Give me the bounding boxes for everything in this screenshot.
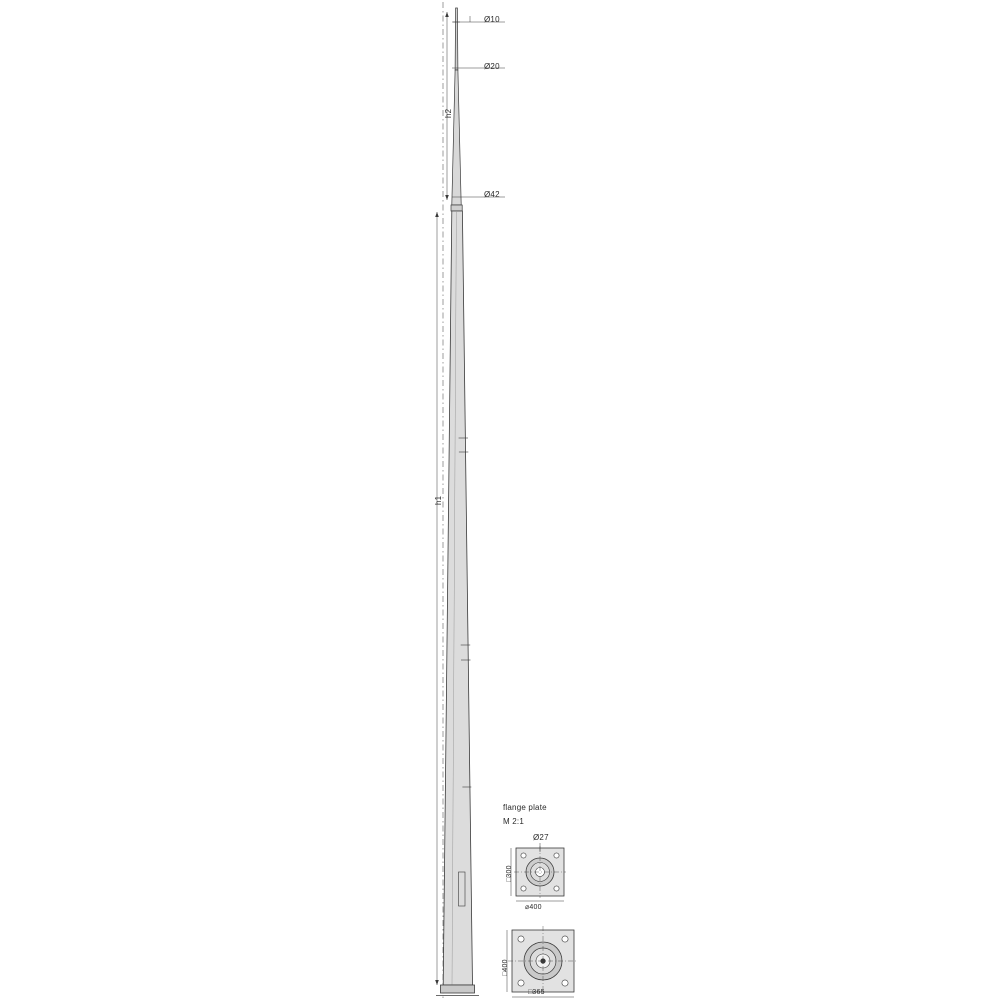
mast-top-section [452,8,461,205]
dimension-h2 [445,12,449,200]
mast-base-flange [436,985,479,996]
label-diameter-20: Ø20 [484,62,500,71]
label-square-300: □300 [506,865,513,882]
label-square-400: □400 [502,959,509,976]
label-square-365: □365 [528,989,545,996]
label-diameter-42: Ø42 [484,190,500,199]
label-height-h1: h1 [434,495,443,505]
mast-main-shaft [443,211,472,985]
label-diameter-400: ⌀400 [525,904,542,911]
label-height-h2: h2 [444,108,453,118]
label-diameter-27: Ø27 [533,833,549,842]
mast-joint-collar [451,205,462,211]
dimension-h1 [435,212,439,985]
flange-plate-detail-large [507,926,578,997]
label-flange-plate: flange plate [503,803,547,812]
label-diameter-10: Ø10 [484,15,500,24]
label-flange-scale: M 2:1 [503,817,525,826]
flange-plate-detail-small [511,843,566,901]
